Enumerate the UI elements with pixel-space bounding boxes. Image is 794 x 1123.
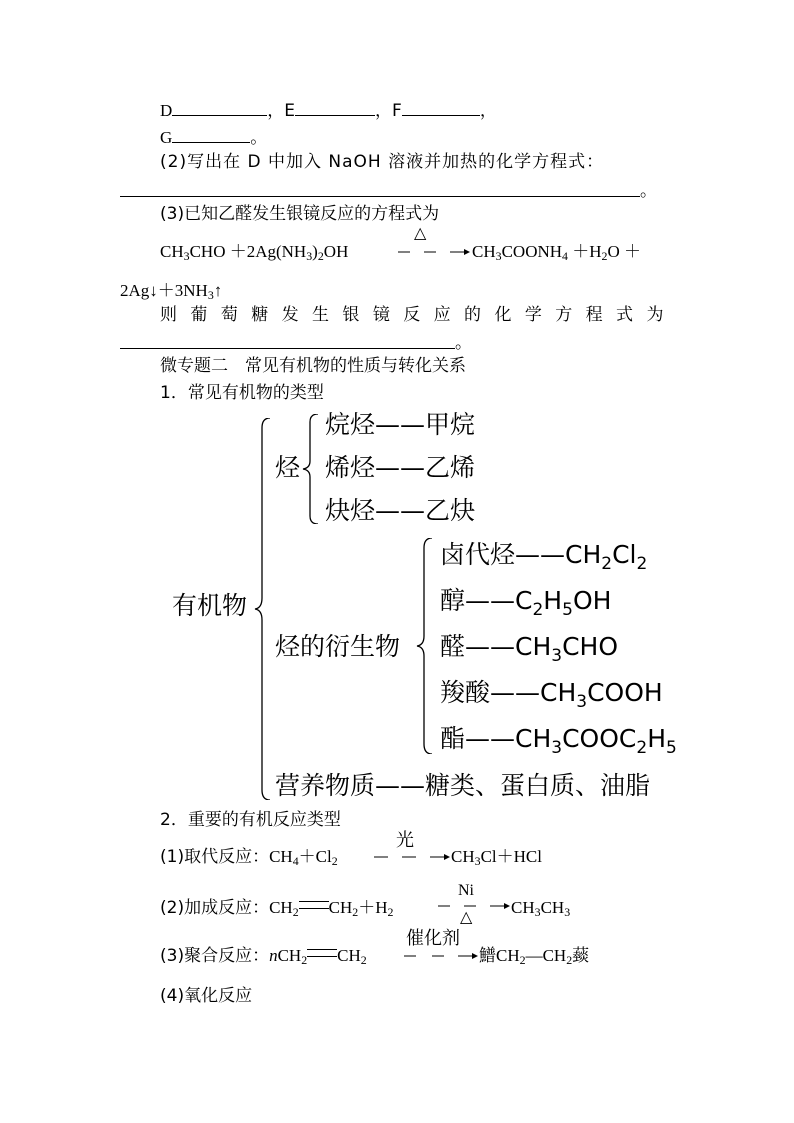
question-2: (2)写出在 D 中加入 NaOH 溶液并加热的化学方程式： bbox=[160, 152, 605, 172]
hydrocarbon-brace bbox=[302, 414, 322, 524]
reaction-2: (2)加成反应：$CH_2$ $CH_2+H_2$ bbox=[160, 898, 394, 919]
answer-line-3[interactable] bbox=[120, 348, 455, 349]
blank-g[interactable] bbox=[172, 128, 250, 143]
blank-line-g bbox=[160, 128, 267, 147]
answer-line-2-end: 。 bbox=[640, 181, 657, 201]
tree-halide: 卤代烃$——CH_2Cl_2$ bbox=[440, 540, 648, 574]
label-g: G bbox=[160, 128, 173, 147]
silver-mirror-line2: $2Ag↓+3NH_3↑$ bbox=[120, 281, 223, 302]
tree-derivative: 烃的衍生物 bbox=[275, 632, 401, 661]
reaction-1-products: $CH_3Cl+HCl$ bbox=[451, 847, 542, 868]
tree-ester: 酯$——CH_3COOC_2H_5$ bbox=[440, 724, 677, 758]
reaction-arrow-1 bbox=[398, 245, 470, 259]
comma: ， bbox=[479, 101, 497, 121]
tree-root: 有机物 bbox=[172, 591, 248, 620]
silver-mirror-equation: $CH_3CHO +2Ag(NH_3)_2OH$ bbox=[160, 242, 349, 263]
section-2-heading: 2．重要的有机反应类型 bbox=[160, 810, 341, 830]
tree-alkene: 烯烃——乙烯 bbox=[325, 453, 476, 482]
nickel-condition: Ni bbox=[458, 882, 474, 899]
silver-mirror-products: $CH_3COONH_4 +H_2O$ ＋ bbox=[472, 242, 641, 263]
label-f: ，F bbox=[375, 101, 402, 121]
tree-acid: 羧酸$——CH_3COOH$ bbox=[440, 678, 663, 712]
heat-condition-2: △ bbox=[460, 909, 473, 926]
reaction-2-products: $CH_3CH_3$ bbox=[511, 898, 571, 919]
catalyst-condition: 催化剂 bbox=[406, 928, 460, 949]
tree-aldehyde: 醛$——CH_3CHO$ bbox=[440, 632, 619, 666]
tree-alcohol: 醇$——C_2H_5OH$ bbox=[440, 586, 612, 620]
tree-alkane: 烷烃——甲烷 bbox=[325, 410, 476, 439]
section-1-heading: 1．常见有机物的类型 bbox=[160, 383, 324, 403]
reaction-3-products: 䲕$CH_2—CH_2$䕭 bbox=[479, 946, 590, 967]
question-3: (3)已知乙醛发生银镜反应的方程式为 bbox=[160, 204, 440, 224]
label-e: ，E bbox=[267, 101, 296, 121]
heat-condition: △ bbox=[414, 225, 427, 242]
answer-line-3-end: 。 bbox=[455, 333, 472, 353]
tree-alkyne: 炔烃——乙炔 bbox=[325, 496, 476, 525]
blank-f[interactable] bbox=[402, 101, 480, 116]
answer-line-2[interactable] bbox=[120, 196, 640, 197]
blank-e[interactable] bbox=[295, 101, 375, 116]
blank-line-def bbox=[160, 101, 497, 120]
reaction-3: (3)聚合反应：nCH$_2$ $CH_2$ bbox=[160, 946, 367, 967]
tree-nutrition: 营养物质——糖类、蛋白质、油脂 bbox=[275, 771, 651, 800]
label-d: D bbox=[160, 101, 173, 120]
period: 。 bbox=[250, 128, 268, 148]
tree-hydrocarbon: 烃 bbox=[275, 453, 301, 482]
reaction-arrow-4 bbox=[404, 949, 478, 963]
reaction-arrow-2 bbox=[374, 850, 450, 864]
derivative-brace bbox=[416, 538, 436, 754]
reaction-1: (1)取代反应：$CH_4+Cl_2$ bbox=[160, 847, 338, 868]
reaction-4-label: (4)氧化反应 bbox=[160, 986, 253, 1006]
glucose-question: 则 葡 萄 糖 发 生 银 镜 反 应 的 化 学 方 程 式 为 bbox=[160, 305, 668, 325]
blank-d[interactable] bbox=[172, 101, 267, 116]
light-condition: 光 bbox=[396, 830, 414, 851]
reaction-arrow-3 bbox=[438, 899, 510, 913]
topic-title: 微专题二 常见有机物的性质与转化关系 bbox=[160, 356, 466, 376]
root-brace bbox=[254, 418, 274, 800]
double-bond bbox=[299, 901, 329, 909]
double-bond-2 bbox=[307, 949, 337, 957]
